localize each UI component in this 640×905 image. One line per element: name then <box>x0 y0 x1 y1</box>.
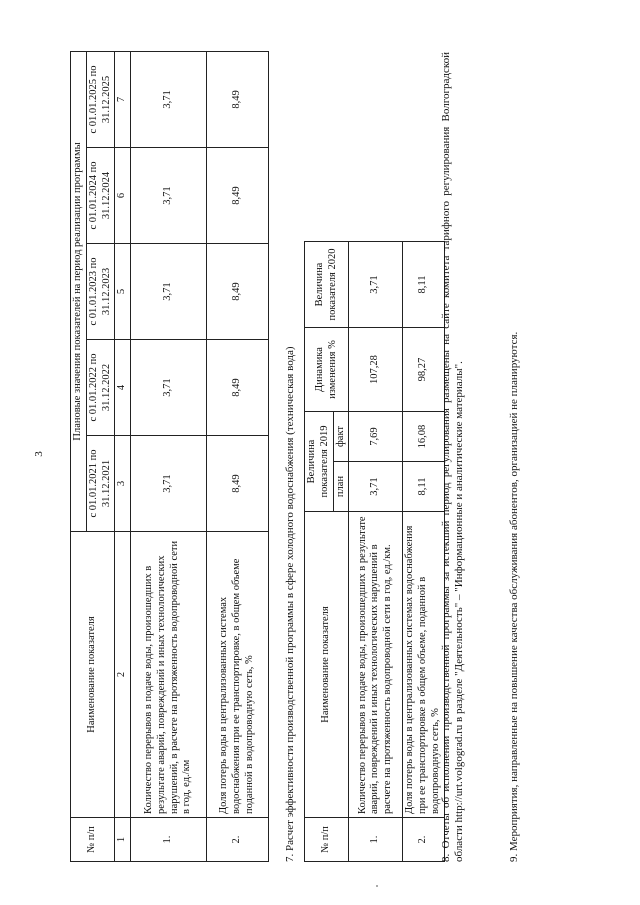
t1-colnum: 7 <box>115 51 131 147</box>
t1-colnum: 1 <box>115 818 131 862</box>
t1-colnum: 3 <box>115 436 131 532</box>
t2-row1-name: Количество перерывов в подаче воды, произошедших в результате аварий, повреждений и иных технологических нарушений в расчете на протяженность водопроводной сети в год, ед./км. <box>349 512 403 818</box>
t1-period-2025: с 01.01.2025 по 31.12.2025 <box>86 51 115 147</box>
planned-indicators-table <box>70 51 269 862</box>
t1-row2-num: 2. <box>207 818 269 862</box>
table-row <box>403 242 444 862</box>
t2-header-num: № п/п <box>305 818 349 862</box>
t2-row1-dynamics: 107,28 <box>349 328 403 412</box>
t2-row1-2020: 3,71 <box>349 242 403 328</box>
t1-row2-v2021: 8,49 <box>207 436 269 532</box>
t1-row1-name: Количество перерывов в подаче воды, произошедших в результате аварий, повреждений и иных технологических нарушений, в расчете на протяженность водопроводной сети в год, ед./км <box>131 532 207 818</box>
t1-row2-v2023: 8,49 <box>207 244 269 340</box>
table-row <box>131 51 207 861</box>
section-9-measures: 9. Мероприятия, направленные на повышение качества обслуживания абонентов, организацией не планируются. <box>508 331 520 862</box>
t1-row1-num: 1. <box>131 818 207 862</box>
rotated-page-content <box>52 32 622 862</box>
t1-period-2024: с 01.01.2024 по 31.12.2024 <box>86 148 115 244</box>
t1-header-num: № п/п <box>71 818 115 862</box>
t2-header-fact: факт <box>333 412 349 462</box>
t2-header-2019: Величина показателя 2019 <box>305 412 334 512</box>
t1-colnum: 2 <box>115 532 131 818</box>
t2-header-2020: Величина показателя 2020 <box>305 242 349 328</box>
page-number: 3 <box>32 451 45 457</box>
t2-row2-fact: 16,08 <box>403 412 444 462</box>
t1-period-2021: с 01.01.2021 по 31.12.2021 <box>86 436 115 532</box>
scan-artifact <box>376 885 378 887</box>
t2-row2-dynamics: 98,27 <box>403 328 444 412</box>
section-7-title: 7. Расчет эффективности производственной программы в сфере холодного водоснабжения (техническая вода) <box>284 346 296 862</box>
t1-header-name: Наименование показателя <box>71 532 115 818</box>
t1-row1-v2022: 3,71 <box>131 340 207 436</box>
t2-row1-fact: 7,69 <box>349 412 403 462</box>
efficiency-table <box>304 241 445 862</box>
t2-row2-num: 2. <box>403 818 444 862</box>
t2-row1-plan: 3,71 <box>349 462 403 512</box>
t1-period-2022: с 01.01.2022 по 31.12.2022 <box>86 340 115 436</box>
table-row <box>349 242 403 862</box>
t1-row2-name: Доля потерь воды в централизованных системах водоснабжения при ее транспортировке, в общем объеме поданной в водопроводную сеть, % <box>207 532 269 818</box>
section-8-reports: 8. Отчеты об исполнении производственной программы за истекший период регулирования размещены на сайте комитета тарифного регулирования Волгоградской области http://urt.volgograd.ru в разделе "Деятельность" – "Информационные и аналитические материалы". <box>440 52 466 862</box>
t1-colnum: 6 <box>115 148 131 244</box>
t1-row1-v2021: 3,71 <box>131 436 207 532</box>
t1-colnum: 5 <box>115 244 131 340</box>
t2-header-dynamics: Динамика изменения % <box>305 328 349 412</box>
t2-row2-plan: 8,11 <box>403 462 444 512</box>
t2-row2-2020: 8,11 <box>403 242 444 328</box>
t1-period-2023: с 01.01.2023 по 31.12.2023 <box>86 244 115 340</box>
table-row <box>207 51 269 861</box>
t1-row1-v2025: 3,71 <box>131 51 207 147</box>
t2-row2-name: Доля потерь воды в централизованных системах водоснабжения при ее транспортировке в общем объеме, поданной в водопроводную сеть, % <box>403 512 444 818</box>
t1-row1-v2024: 3,71 <box>131 148 207 244</box>
t1-row2-v2024: 8,49 <box>207 148 269 244</box>
t2-header-plan: план <box>333 462 349 512</box>
t2-header-name: Наименование показателя <box>305 512 349 818</box>
t1-row1-v2023: 3,71 <box>131 244 207 340</box>
t1-header-group: Плановые значения показателей на период реализации программы <box>71 51 87 531</box>
t2-row1-num: 1. <box>349 818 403 862</box>
t1-row2-v2025: 8,49 <box>207 51 269 147</box>
t1-colnum: 4 <box>115 340 131 436</box>
t1-row2-v2022: 8,49 <box>207 340 269 436</box>
